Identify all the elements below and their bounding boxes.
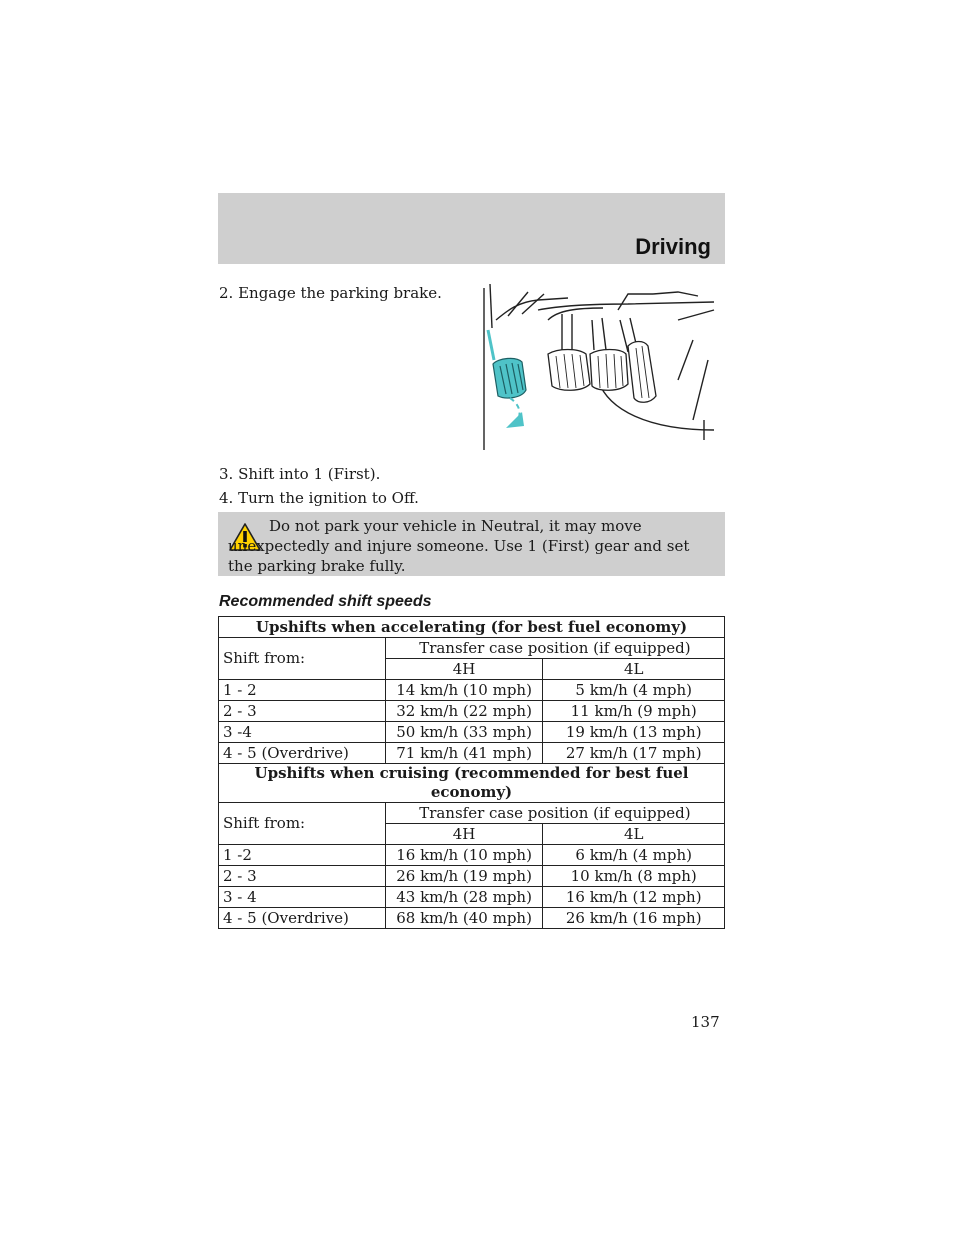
page-number: 137 bbox=[691, 1013, 720, 1031]
table-row bbox=[219, 680, 725, 701]
speed-4l-cell: 26 km/h (16 mph) bbox=[543, 908, 725, 929]
step-ignition-off: 4. Turn the ignition to Off. bbox=[219, 489, 419, 507]
group-title: Upshifts when cruising (recommended for best fuel economy) bbox=[219, 764, 725, 803]
speed-4h-cell: 14 km/h (10 mph) bbox=[385, 680, 543, 701]
table-row bbox=[219, 866, 725, 887]
col-4l: 4L bbox=[543, 659, 725, 680]
speed-4l-cell: 11 km/h (9 mph) bbox=[543, 701, 725, 722]
speed-4h-cell: 32 km/h (22 mph) bbox=[385, 701, 543, 722]
speed-4l-cell: 19 km/h (13 mph) bbox=[543, 722, 725, 743]
col-4h: 4H bbox=[385, 824, 543, 845]
section-title: Driving bbox=[635, 234, 711, 259]
table-subheader bbox=[219, 803, 725, 824]
speed-4h-cell: 71 km/h (41 mph) bbox=[385, 743, 543, 764]
speed-4h-cell: 43 km/h (28 mph) bbox=[385, 887, 543, 908]
table-row bbox=[219, 845, 725, 866]
table-group-header bbox=[219, 617, 725, 638]
speed-4l-cell: 10 km/h (8 mph) bbox=[543, 866, 725, 887]
table-row bbox=[219, 722, 725, 743]
speed-4l-cell: 5 km/h (4 mph) bbox=[543, 680, 725, 701]
speed-4h-cell: 68 km/h (40 mph) bbox=[385, 908, 543, 929]
gear-cell: 1 -2 bbox=[219, 845, 386, 866]
step-shift-first: 3. Shift into 1 (First). bbox=[219, 465, 381, 483]
speed-4h-cell: 26 km/h (19 mph) bbox=[385, 866, 543, 887]
table-row bbox=[219, 908, 725, 929]
gear-cell: 2 - 3 bbox=[219, 701, 386, 722]
table-subheader bbox=[219, 638, 725, 659]
speed-4l-cell: 27 km/h (17 mph) bbox=[543, 743, 725, 764]
warning-text: Do not park your vehicle in Neutral, it may move unexpectedly and injure someone. Use 1 (First) gear and set the parking brake fully. bbox=[228, 517, 690, 575]
table-row bbox=[219, 701, 725, 722]
group-title: Upshifts when accelerating (for best fuel economy) bbox=[219, 617, 725, 638]
speed-4l-cell: 6 km/h (4 mph) bbox=[543, 845, 725, 866]
press-direction-arrow bbox=[506, 398, 524, 428]
transfer-case-label: Transfer case position (if equipped) bbox=[385, 803, 724, 824]
transfer-case-label: Transfer case position (if equipped) bbox=[385, 638, 724, 659]
clutch-pedal bbox=[488, 330, 526, 398]
gear-cell: 3 -4 bbox=[219, 722, 386, 743]
gear-cell: 4 - 5 (Overdrive) bbox=[219, 743, 386, 764]
shift-speeds-table bbox=[218, 616, 725, 929]
speed-4h-cell: 16 km/h (10 mph) bbox=[385, 845, 543, 866]
shift-from-label: Shift from: bbox=[219, 638, 386, 680]
speed-4h-cell: 50 km/h (33 mph) bbox=[385, 722, 543, 743]
gear-cell: 1 - 2 bbox=[219, 680, 386, 701]
col-4h: 4H bbox=[385, 659, 543, 680]
shift-from-label: Shift from: bbox=[219, 803, 386, 845]
table-row bbox=[219, 743, 725, 764]
section-heading: Recommended shift speeds bbox=[219, 593, 432, 610]
pedal-illustration bbox=[478, 280, 715, 452]
col-4l: 4L bbox=[543, 824, 725, 845]
warning-box bbox=[218, 512, 725, 576]
step-parking-brake: 2. Engage the parking brake. bbox=[219, 284, 442, 302]
table-row bbox=[219, 887, 725, 908]
table-group-header bbox=[219, 764, 725, 803]
gear-cell: 4 - 5 (Overdrive) bbox=[219, 908, 386, 929]
section-header bbox=[218, 193, 725, 264]
gear-cell: 2 - 3 bbox=[219, 866, 386, 887]
gear-cell: 3 - 4 bbox=[219, 887, 386, 908]
speed-4l-cell: 16 km/h (12 mph) bbox=[543, 887, 725, 908]
